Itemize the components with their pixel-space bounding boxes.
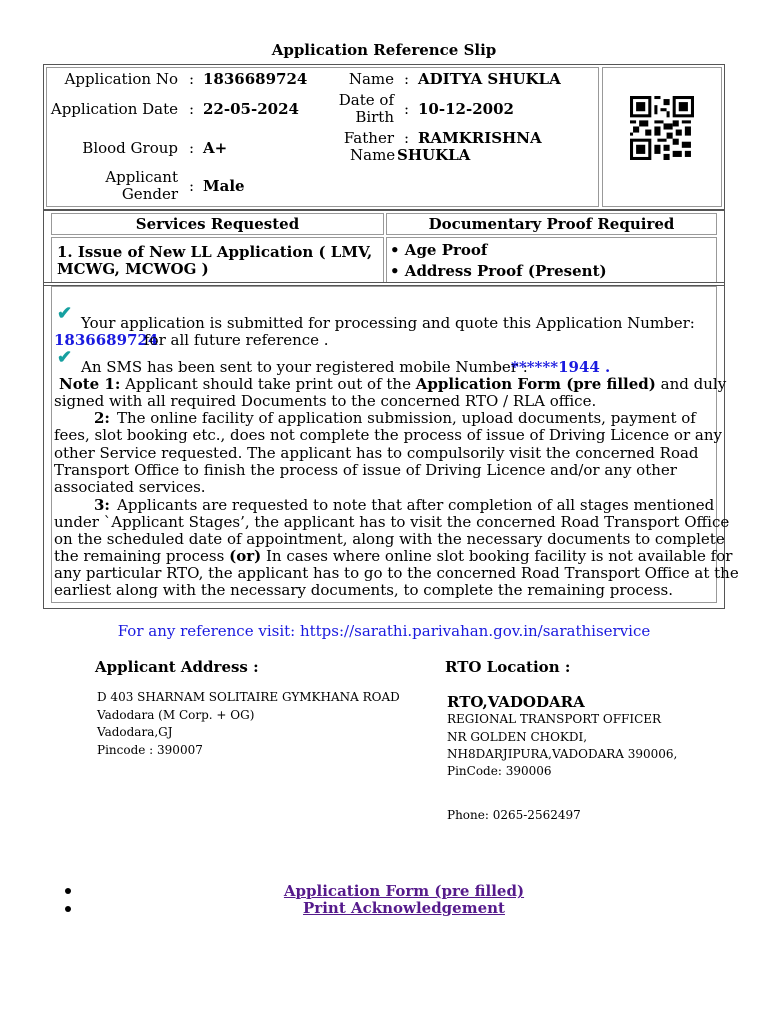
- application-number-highlight: 1836689724: [54, 331, 159, 349]
- rto-line: NR GOLDEN CHOKDI,: [447, 730, 588, 744]
- colon: :: [404, 129, 410, 147]
- note-3-line-6: earliest along with the necessary documents, to complete the remaining process.: [54, 581, 673, 599]
- bullet-icon: [65, 906, 71, 912]
- proof-item: • Address Proof (Present): [390, 262, 607, 280]
- rto-location-label: RTO Location :: [445, 658, 571, 676]
- submitted-text: Your application is submitted for processing and quote this Application Number:: [81, 314, 695, 332]
- application-form-link[interactable]: Application Form (pre filled): [283, 882, 525, 900]
- gender-value: Male: [203, 177, 245, 195]
- application-date-label: Application Date: [50, 100, 178, 118]
- note-1-label: Note 1:: [59, 375, 121, 393]
- colon: :: [189, 139, 195, 157]
- dob-value: 10-12-2002: [418, 100, 514, 118]
- application-no-label: Application No: [64, 70, 178, 88]
- check-icon: ✔: [57, 303, 73, 324]
- mobile-number: ******1944 .: [511, 358, 611, 376]
- colon: :: [404, 70, 410, 88]
- father-name-1: RAMKRISHNA: [418, 129, 542, 147]
- gender-label-1: Applicant: [105, 168, 178, 186]
- applicant-address-label: Applicant Address :: [95, 658, 259, 676]
- father-label-2: Name: [350, 146, 396, 164]
- note-1-bold: Application Form (pre filled): [415, 375, 656, 393]
- rto-line: PinCode: 390006: [447, 764, 552, 778]
- note-3-text-b: In cases where online slot booking facility is not available for: [265, 547, 733, 565]
- address-line: Pincode : 390007: [97, 743, 203, 757]
- note-3-line-5: any particular RTO, the applicant has to go to the concerned Road Transport Office at the: [54, 564, 739, 582]
- services-header: Services Requested: [135, 215, 300, 233]
- father-name-2: SHUKLA: [397, 146, 471, 164]
- note-3-line-2: under `Applicant Stages’, the applicant has to visit the concerned Road Transport Office: [54, 513, 730, 531]
- note-3-line-3: on the scheduled date of appointment, along with the necessary documents to complete: [54, 530, 725, 548]
- note-2-label: 2:: [94, 409, 110, 427]
- note-1-text: Applicant should take print out of the: [125, 375, 411, 393]
- reference-visit-link[interactable]: For any reference visit: https://sarathi.parivahan.gov.in/sarathiservice: [117, 622, 651, 640]
- father-label-1: Father: [343, 129, 394, 147]
- gender-label-2: Gender: [121, 185, 178, 203]
- page-title: Application Reference Slip: [271, 41, 497, 59]
- application-no-value: 1836689724: [203, 70, 308, 88]
- note-2-line-2: fees, slot booking etc., does not complete the process of issue of Driving Licence or any: [54, 426, 722, 444]
- colon: :: [189, 70, 195, 88]
- note-3-or: (or): [229, 547, 262, 565]
- sms-text: An SMS has been sent to your registered mobile Number :: [81, 358, 528, 376]
- rto-line: REGIONAL TRANSPORT OFFICER: [447, 712, 662, 726]
- name-value: ADITYA SHUKLA: [418, 70, 561, 88]
- address-line: D 403 SHARNAM SOLITAIRE GYMKHANA ROAD: [97, 690, 400, 704]
- qr-code-icon: [627, 96, 697, 160]
- dob-label-1: Date of: [338, 91, 394, 109]
- dob-label-2: Birth: [355, 108, 394, 126]
- rto-phone: Phone: 0265-2562497: [447, 808, 581, 822]
- application-date-value: 22-05-2024: [203, 100, 299, 118]
- name-label: Name: [348, 70, 394, 88]
- note-2-line-5: associated services.: [54, 478, 206, 496]
- address-line: Vadodara,GJ: [97, 725, 173, 739]
- note-3-line-1: Applicants are requested to note that after completion of all stages mentioned: [117, 496, 715, 514]
- note-1-line-2: signed with all required Documents to the concerned RTO / RLA office.: [54, 392, 597, 410]
- note-1-text-b: and duly: [660, 375, 727, 393]
- note-2-line-4: Transport Office to finish the process of issue of Driving Licence and/or any other: [54, 461, 677, 479]
- note-2-line-3: other Service requested. The applicant has to compulsorily visit the concerned Road: [54, 444, 699, 462]
- print-acknowledgement-link[interactable]: Print Acknowledgement: [303, 899, 505, 917]
- address-line: Vadodara (M Corp. + OG): [97, 708, 255, 722]
- blood-group-value: A+: [203, 139, 228, 157]
- colon: :: [189, 177, 195, 195]
- rto-name: RTO,VADODARA: [447, 693, 585, 711]
- service-line-2: MCWG, MCWOG ): [57, 260, 209, 278]
- colon: :: [189, 100, 195, 118]
- note-3-label: 3:: [94, 496, 110, 514]
- proof-item: • Age Proof: [390, 241, 488, 259]
- note-3-line-4: [54, 547, 732, 565]
- bullet-icon: [65, 888, 71, 894]
- note-3-text-a: the remaining process: [54, 547, 225, 565]
- service-line-1: 1. Issue of New LL Application ( LMV,: [57, 243, 373, 261]
- future-reference-text: for all future reference .: [144, 331, 329, 349]
- check-icon: ✔: [57, 347, 73, 368]
- note-2-line-1: The online facility of application submission, upload documents, payment of: [117, 409, 696, 427]
- colon: :: [404, 100, 410, 118]
- blood-group-label: Blood Group: [82, 139, 178, 157]
- note-1: [59, 375, 726, 393]
- rto-line: NH8DARJIPURA,VADODARA 390006,: [447, 747, 678, 761]
- proof-header: Documentary Proof Required: [428, 215, 675, 233]
